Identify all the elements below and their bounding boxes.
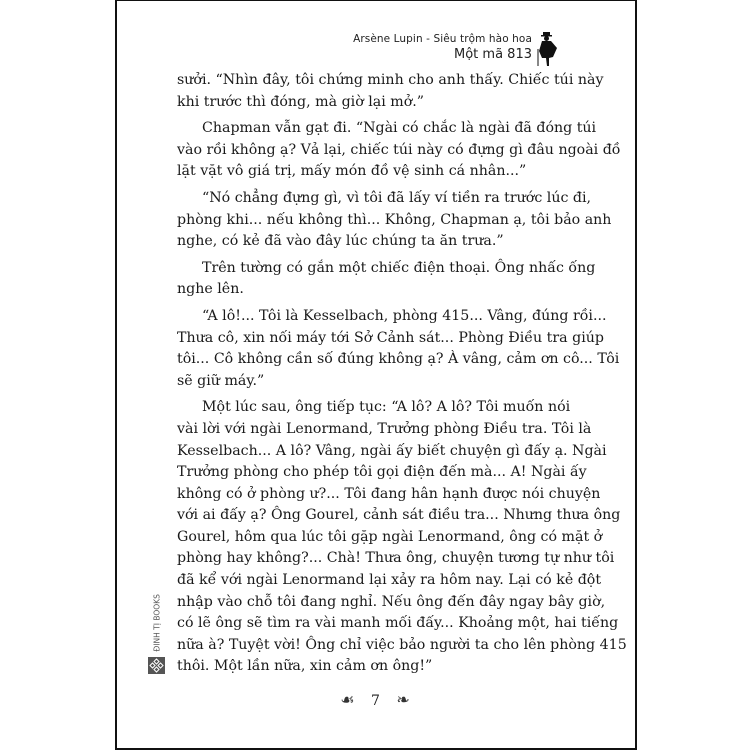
series-title: Arsène Lupin - Siêu trộm hào hoa [353,33,532,45]
text-line: “Nó chẳng đựng gì, vì tôi đã lấy ví tiền ra trước lúc đi, [202,189,592,206]
publisher-mark [148,594,166,674]
text-line: sẽ giữ máy.” [177,372,265,389]
text-line: Một lúc sau, ông tiếp tục: “A lô? A lô? Tôi muốn nói [202,399,571,416]
book-title: Một mã 813 [454,47,532,62]
text-line: khi trước thì đóng, mà giờ lại mở.” [177,93,425,110]
text-line: nữa à? Tuyệt vời! Ông chỉ việc bảo người ta cho lên phòng 415 [177,636,627,653]
paragraph [177,397,627,678]
text-line: lặt vặt vô giá trị, mấy món đồ vệ sinh cá nhân...” [177,163,527,180]
paragraph [177,306,620,392]
text-line: Trưởng phòng cho phép tôi gọi điện đến mà... A! Ngài ấy [177,464,587,481]
body-text [177,70,627,683]
text-line: nghe lên. [177,281,244,298]
text-line: “A lô!... Tôi là Kesselbach, phòng 415... Vâng, đúng rồi... [202,307,607,324]
text-line: Kesselbach... A lô? Vâng, ngài ấy biết chuyện gì đấy ạ. Ngài [177,442,607,459]
text-line: nghe, có kẻ đã vào đây lúc chúng ta ăn trưa.” [177,233,504,250]
text-line: phòng khi... nếu không thì... Không, Chapman ạ, tôi bảo anh [177,211,612,228]
text-line: nhập vào chỗ tôi đang nghỉ. Nếu ông đến đây ngay bây giờ, [177,593,606,610]
publisher-logo-icon [148,657,165,674]
text-line: Chapman vẫn gạt đi. “Ngài có chắc là ngài đã đóng túi [202,120,597,137]
text-line: vài lời với ngài Lenormand, Trưởng phòng Điều tra. Tôi là [177,420,592,437]
paragraph [177,70,604,113]
text-line: không có ở phòng ư?... Tôi đang hân hạnh được nói chuyện [177,485,601,502]
text-line: Gourel, hôm qua lúc tôi gặp ngài Lenormand, ông có mặt ở [177,528,603,545]
page-footer [0,690,750,709]
text-line: sưởi. “Nhìn đây, tôi chứng minh cho anh thấy. Chiếc túi này [177,72,604,88]
text-line: phòng hay không?... Chà! Thưa ông, chuyện tương tự như tôi [177,550,615,567]
publisher-name: ĐINH TỊ BOOKS [152,594,162,652]
text-line: Thưa cô, xin nối máy tới Sở Cảnh sát... Phòng Điều tra giúp [177,329,604,346]
text-line: với ai đấy ạ? Ông Gourel, cảnh sát điều tra... Nhưng thưa ông [177,507,621,524]
running-header [353,31,532,63]
text-line: đã kể với ngài Lenormand lại xảy ra hôm nay. Lại có kẻ đột [177,572,602,589]
text-line: vào rồi không ạ? Vả lại, chiếc túi này có đựng gì đâu ngoài đồ [177,141,621,158]
lupin-silhouette-icon [534,31,558,67]
paragraph [177,258,596,301]
ornament-left-icon: ☙ [340,690,355,709]
text-line: tôi... Cô không cần số đúng không ạ? À vâng, cảm ơn cô... Tôi [177,351,620,368]
paragraph [177,188,612,253]
paragraph [177,118,621,183]
text-line: Trên tường có gắn một chiếc điện thoại. Ông nhấc ống [202,259,596,276]
ornament-right-icon: ❧ [396,690,410,709]
text-line: thôi. Một lần nữa, xin cảm ơn ông!” [177,658,433,675]
page-number: 7 [371,693,380,709]
text-line: có lẽ ông sẽ tìm ra vài manh mối đấy... Khoảng một, hai tiếng [177,615,619,632]
